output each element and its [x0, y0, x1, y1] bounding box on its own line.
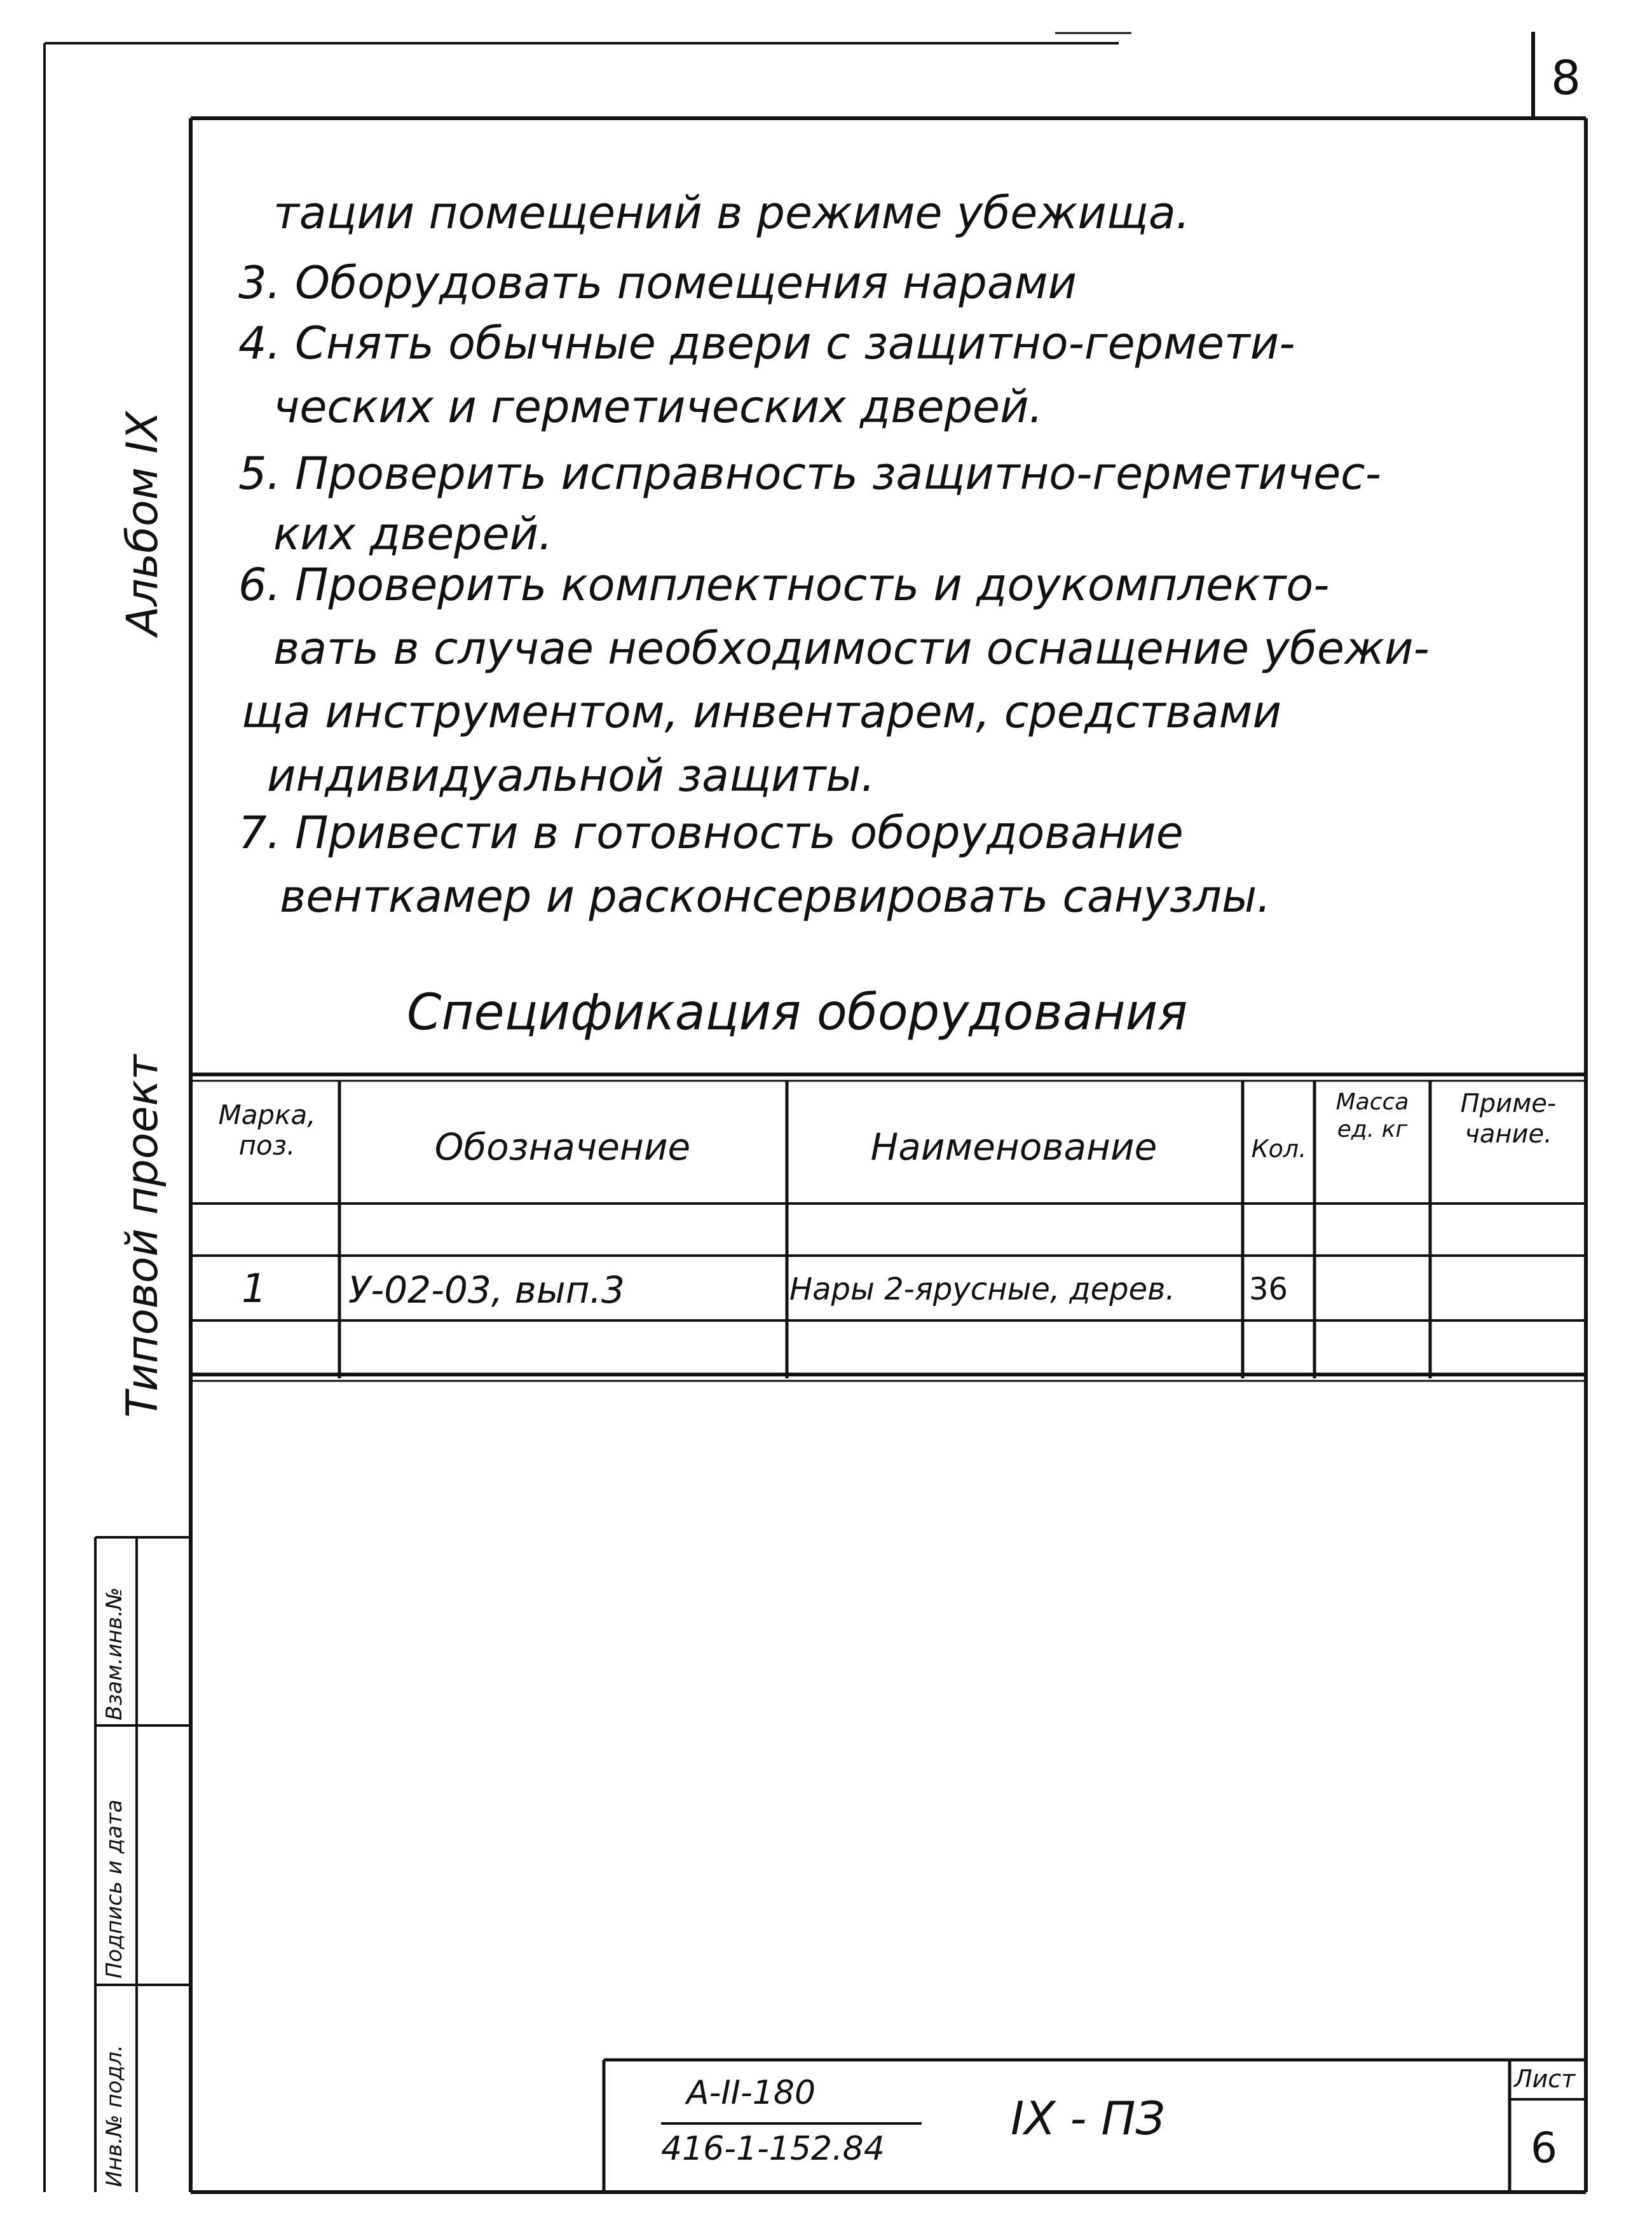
header-mass: Масса ед. кг — [1335, 1089, 1409, 1143]
vzam-label: Взам.инв.№ — [102, 1587, 127, 1720]
body-line: 4. Снять обычные двери с защитно-гермети- — [238, 317, 1295, 369]
row-qty: 36 — [1249, 1272, 1288, 1307]
body-line: 5. Проверить исправность защитно-герметичес- — [238, 448, 1381, 500]
body-line: ща инструментом, инвентарем, средствами — [242, 686, 1281, 738]
header-mark: Марка, поз. — [218, 1099, 316, 1162]
podpis-label: Подпись и дата — [102, 1799, 127, 1978]
inv-podl-label: Инв.№ подл. — [102, 2045, 127, 2187]
header-designation: Обозначение — [434, 1125, 691, 1169]
body-line: тации помещений в режиме убежища. — [273, 187, 1191, 239]
body-line: ких дверей. — [273, 508, 553, 560]
stamp-code-top: А-II-180 — [686, 2074, 816, 2112]
header-note: Приме- чание. — [1460, 1089, 1557, 1149]
stamp-sheet-number: 6 — [1531, 2123, 1557, 2172]
project-label: Типовой проект — [118, 1054, 168, 1418]
body-line: 6. Проверить комплектность и доукомплекто- — [238, 559, 1330, 611]
body-line: 7. Привести в готовность оборудование — [238, 807, 1184, 859]
body-line: 3. Оборудовать помещения нарами — [238, 257, 1077, 309]
body-line: венткамер и расконсервировать санузлы. — [280, 870, 1271, 922]
row-mark: 1 — [242, 1265, 267, 1312]
row-name: Нары 2-ярусные, дерев. — [789, 1272, 1175, 1307]
body-line: вать в случае необходимости оснащение убежи- — [273, 622, 1430, 675]
header-qty: Кол. — [1251, 1135, 1307, 1163]
stamp-sheet-label: Лист — [1514, 2065, 1576, 2093]
stamp-section: IX - ПЗ — [1011, 2092, 1165, 2145]
page-number: 8 — [1551, 51, 1581, 106]
body-line: индивидуальной защиты. — [267, 750, 875, 802]
body-text — [0, 0, 1652, 954]
stamp-code-bottom: 416-1-152.84 — [661, 2130, 885, 2168]
header-name: Наименование — [870, 1125, 1157, 1169]
album-label: Альбом IX — [118, 411, 168, 636]
body-line: ческих и герметических дверей. — [273, 381, 1043, 433]
row-designation: У-02-03, вып.3 — [348, 1268, 625, 1312]
spec-title: Спецификация оборудования — [407, 984, 1188, 1041]
